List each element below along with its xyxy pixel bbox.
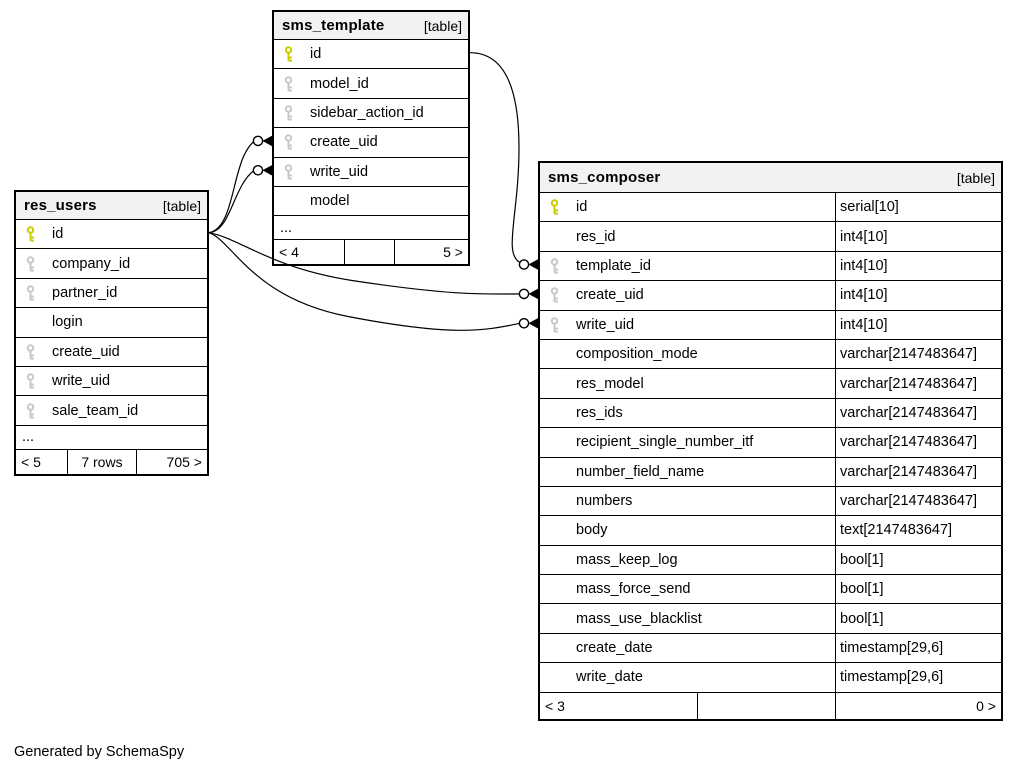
cardinality-circle-icon [519,260,528,269]
footer-center: 7 rows [67,450,137,474]
column-name: res_id [576,228,616,245]
cardinality-circle-icon [253,136,262,145]
column-name: write_uid [576,316,635,333]
column-type: int4[10] [835,281,1001,309]
column-row-number_field_name [540,458,1001,487]
column-row-write_uid [16,367,207,396]
column-name: model [310,193,350,210]
footer-center [344,240,394,264]
column-row-id [540,193,1001,222]
footer-right: 0 > [835,693,1001,719]
foreign-key-icon [16,373,45,389]
ellipsis-label: ... [280,219,293,236]
column-name: create_uid [52,343,120,360]
column-row-res_id [540,222,1001,251]
table-sms_composer[interactable] [538,161,1003,721]
column-type: timestamp[29,6] [835,663,1001,691]
column-type: timestamp[29,6] [835,634,1001,662]
table-footer [540,693,1001,719]
column-name: composition_mode [576,346,698,363]
relation-edge [209,142,254,233]
column-row-res_model [540,369,1001,398]
table-title: sms_composer [548,169,661,186]
column-name: res_ids [576,404,623,421]
relation-res_users.id-to-sms_template.write_uid [209,165,272,233]
foreign-key-icon [274,134,303,150]
fk-arrow-icon [528,259,538,269]
column-row-create_date [540,634,1001,663]
column-row-res_ids [540,399,1001,428]
relation-sms_template.id-to-sms_composer.template_id [470,53,538,270]
table-badge: [table] [162,197,201,214]
column-row-recipient_single_number_itf [540,428,1001,457]
column-row-mass_force_send [540,575,1001,604]
column-name: create_uid [310,134,378,151]
table-badge: [table] [956,169,995,186]
column-type: int4[10] [835,311,1001,339]
column-type: int4[10] [835,222,1001,250]
column-row-write_date [540,663,1001,692]
column-type: varchar[2147483647] [835,428,1001,456]
column-name: create_uid [576,287,644,304]
primary-key-icon [16,226,45,242]
foreign-key-icon [274,76,303,92]
column-row-create_uid [274,128,468,157]
column-type: serial[10] [835,193,1001,221]
fk-arrow-icon [262,165,272,175]
column-row-write_uid [540,311,1001,340]
column-row-composition_mode [540,340,1001,369]
column-type: int4[10] [835,252,1001,280]
column-type: varchar[2147483647] [835,399,1001,427]
foreign-key-icon [274,164,303,180]
column-row-model_id [274,69,468,98]
column-row-template_id [540,252,1001,281]
column-row-create_uid [540,281,1001,310]
footer-right: 5 > [394,240,468,264]
column-row-ellipsis [274,216,468,240]
column-row-sidebar_action_id [274,99,468,128]
column-row-model [274,187,468,216]
column-row-mass_use_blacklist [540,604,1001,633]
column-row-partner_id [16,279,207,308]
foreign-key-icon [540,287,569,303]
footer-left: < 4 [279,244,299,261]
column-row-company_id [16,249,207,278]
column-type: bool[1] [835,546,1001,574]
column-type: varchar[2147483647] [835,458,1001,486]
foreign-key-icon [16,403,45,419]
table-header [274,12,468,40]
foreign-key-icon [16,344,45,360]
fk-arrow-icon [528,318,538,328]
column-name: id [576,199,588,216]
column-name: partner_id [52,284,118,301]
generated-by-note: Generated by SchemaSpy [14,744,185,760]
column-type: bool[1] [835,575,1001,603]
primary-key-icon [274,46,303,62]
column-row-ellipsis [16,426,207,450]
column-row-sale_team_id [16,396,207,425]
column-name: mass_use_blacklist [576,610,702,627]
column-name: mass_force_send [576,581,691,598]
column-name: numbers [576,493,633,510]
column-row-id [16,220,207,249]
footer-center [697,693,835,719]
column-name: body [576,522,608,539]
column-name: id [310,46,322,63]
column-name: company_id [52,255,131,272]
column-name: create_date [576,640,653,657]
foreign-key-icon [540,258,569,274]
foreign-key-icon [540,317,569,333]
footer-right: 705 > [136,450,207,474]
column-name: mass_keep_log [576,551,678,568]
relation-res_users.id-to-sms_template.create_uid [209,136,272,233]
table-footer [274,240,468,264]
column-type: varchar[2147483647] [835,340,1001,368]
foreign-key-icon [16,285,45,301]
table-title: sms_template [282,17,385,34]
table-badge: [table] [423,17,462,34]
column-name: sale_team_id [52,402,139,419]
foreign-key-icon [274,105,303,121]
footer-left: < 3 [545,697,565,714]
table-title: res_users [24,197,97,214]
foreign-key-icon [16,256,45,272]
column-name: number_field_name [576,463,705,480]
relation-edge [209,171,254,233]
column-row-id [274,40,468,69]
column-row-write_uid [274,158,468,187]
table-header [540,163,1001,193]
fk-arrow-icon [262,136,272,146]
table-sms_template[interactable] [272,10,470,266]
ellipsis-label: ... [22,429,35,446]
table-header [16,192,207,220]
column-name: template_id [576,257,651,274]
column-name: recipient_single_number_itf [576,434,754,451]
fk-arrow-icon [528,289,538,299]
cardinality-circle-icon [253,166,262,175]
column-name: sidebar_action_id [310,104,424,121]
primary-key-icon [540,199,569,215]
column-type: text[2147483647] [835,516,1001,544]
cardinality-circle-icon [519,319,528,328]
column-name: login [52,314,83,331]
cardinality-circle-icon [519,289,528,298]
column-type: bool[1] [835,604,1001,632]
column-name: model_id [310,75,369,92]
relation-edge [470,53,520,263]
column-name: res_model [576,375,644,392]
table-footer [16,450,207,474]
column-name: id [52,226,64,243]
column-row-numbers [540,487,1001,516]
column-row-mass_keep_log [540,546,1001,575]
column-name: write_uid [310,163,369,180]
column-row-body [540,516,1001,545]
column-row-login [16,308,207,337]
table-res_users[interactable] [14,190,209,476]
column-name: write_uid [52,373,111,390]
column-type: varchar[2147483647] [835,487,1001,515]
column-name: write_date [576,669,643,686]
column-row-create_uid [16,338,207,367]
footer-left: < 5 [21,453,41,470]
column-type: varchar[2147483647] [835,369,1001,397]
